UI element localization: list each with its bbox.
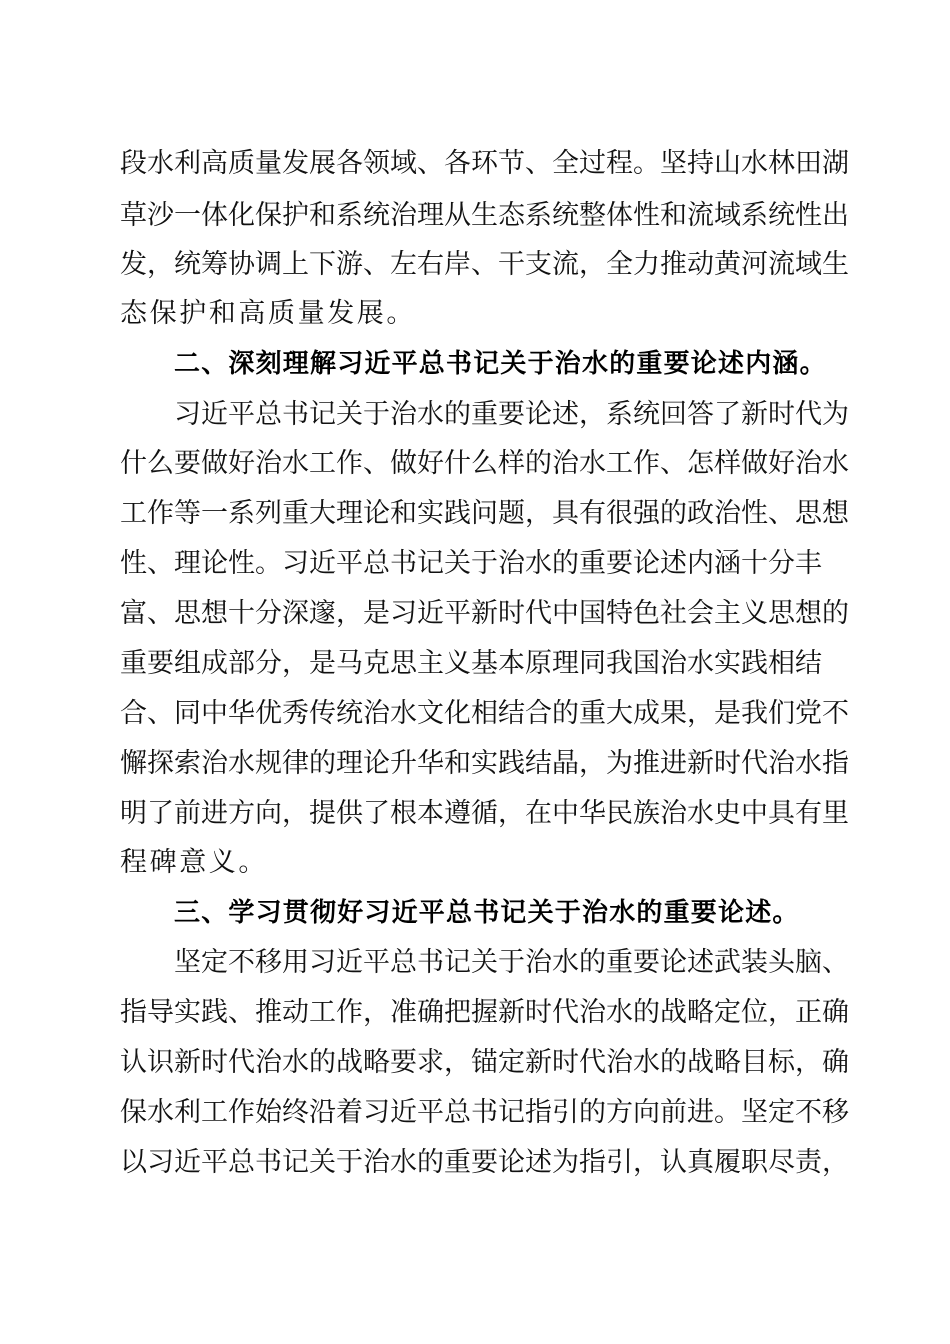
paragraph-3-line-4: 保水利工作始终沿着习近平总书记指引的方向前进。坚定不移 bbox=[120, 1097, 849, 1128]
paragraph-3-line-3: 认识新时代治水的战略要求，锚定新时代治水的战略目标，确 bbox=[120, 1047, 849, 1078]
paragraph-2-line-8: 懈探索治水规律的理论升华和实践结晶，为推进新时代治水指 bbox=[120, 748, 849, 779]
paragraph-2-line-3: 工作等一系列重大理论和实践问题，具有很强的政治性、思想 bbox=[120, 498, 849, 529]
paragraph-1-line-3: 发，统筹协调上下游、左右岸、干支流，全力推动黄河流域生 bbox=[120, 249, 849, 280]
section-heading-3: 三、学习贯彻好习近平总书记关于治水的重要论述。 bbox=[174, 898, 800, 928]
paragraph-1-line-4: 态保护和高质量发展。 bbox=[120, 298, 416, 329]
paragraph-2-line-6: 重要组成部分，是马克思主义基本原理同我国治水实践相结 bbox=[120, 648, 822, 679]
paragraph-2-line-5: 富、思想十分深邃，是习近平新时代中国特色社会主义思想的 bbox=[120, 598, 849, 629]
paragraph-3-line-1: 坚定不移用习近平总书记关于治水的重要论述武装头脑、 bbox=[174, 947, 849, 978]
paragraph-3-line-5: 以习近平总书记关于治水的重要论述为指引，认真履职尽责， bbox=[120, 1147, 849, 1178]
paragraph-2-line-4: 性、理论性。习近平总书记关于治水的重要论述内涵十分丰 bbox=[120, 548, 822, 579]
section-heading-2: 二、深刻理解习近平总书记关于治水的重要论述内涵。 bbox=[174, 349, 827, 379]
paragraph-2-line-7: 合、同中华优秀传统治水文化相结合的重大成果，是我们党不 bbox=[120, 698, 849, 729]
paragraph-3-line-2: 指导实践、推动工作，准确把握新时代治水的战略定位，正确 bbox=[120, 997, 849, 1028]
paragraph-1-line-1: 段水利高质量发展各领域、各环节、全过程。坚持山水林田湖 bbox=[120, 148, 849, 179]
paragraph-2-line-1: 习近平总书记关于治水的重要论述，系统回答了新时代为 bbox=[174, 399, 849, 430]
paragraph-2-line-9: 明了前进方向，提供了根本遵循，在中华民族治水史中具有里 bbox=[120, 798, 849, 829]
paragraph-1-line-2: 草沙一体化保护和系统治理从生态系统整体性和流域系统性出 bbox=[120, 200, 849, 231]
paragraph-2-line-2: 什么要做好治水工作、做好什么样的治水工作、怎样做好治水 bbox=[120, 448, 849, 479]
paragraph-2-line-10: 程碑意义。 bbox=[120, 847, 268, 878]
